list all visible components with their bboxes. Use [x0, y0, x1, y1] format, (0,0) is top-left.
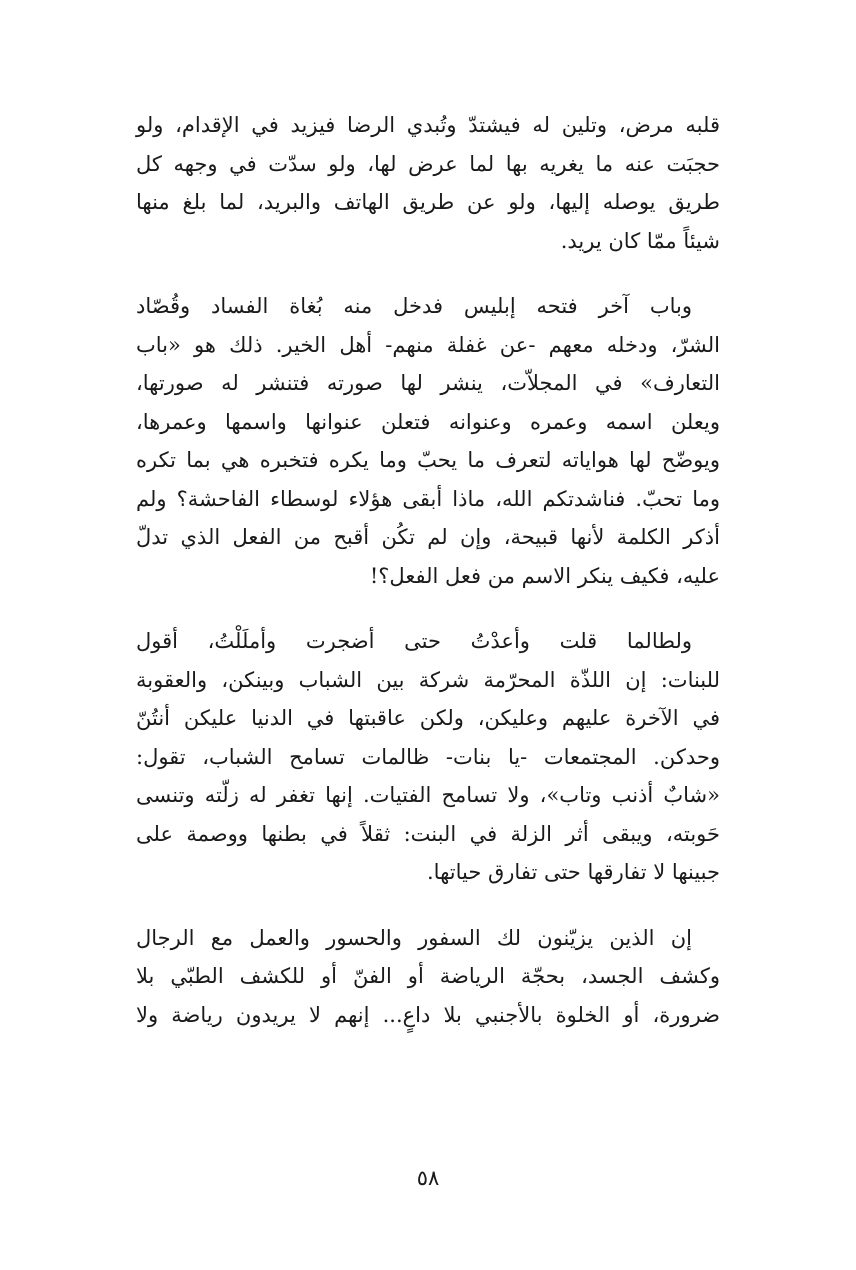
text-line: أذكر الكلمة لأنها قبيحة، وإن لم تكُن أقبح من الفعل الذي تدلّ — [136, 525, 720, 549]
paragraph-1 — [136, 106, 720, 260]
text-line: وباب آخر فتحه إبليس فدخل منه بُغاة الفساد وقُصّاد — [136, 294, 692, 318]
page-body — [136, 106, 720, 1034]
text-line: وما تحبّ. فناشدتكم الله، ماذا أبقى هؤلاء لوسطاء الفاحشة؟ ولم — [136, 486, 720, 511]
paragraph-3 — [136, 622, 720, 892]
text-line: وحدكن. المجتمعات -يا بنات- ظالمات تسامح الشباب، تقول: — [136, 744, 720, 769]
text-line: ولطالما قلت وأعدْتُ حتى أضجرت وأملَلْتُ، أقول — [136, 629, 692, 653]
text-line: للبنات: إن اللذّة المحرّمة شركة بين الشباب وبينكن، والعقوبة — [136, 667, 720, 692]
text-line: طريق يوصله إليها، ولو عن طريق الهاتف والبريد، لما بلغ منها — [136, 190, 720, 214]
text-line: الشرّ، ودخله معهم -عن غفلة منهم- أهل الخير. ذلك هو «باب — [136, 332, 720, 357]
text-line: قلبه مرض، وتلين له فيشتدّ وتُبدي الرضا فيزيد في الإقدام، ولو — [136, 113, 720, 137]
text-line: شيئاً ممّا كان يريد. — [560, 228, 720, 253]
text-line: في الآخرة عليهم وعليكن، ولكن عاقبتها في الدنيا عليكن أنتُنّ — [136, 706, 721, 730]
text-line: التعارف» في المجلاّت، ينشر لها صورته فتنشر له صورتها، — [136, 371, 720, 395]
text-line: جبينها لا تفارقها حتى تفارق حياتها. — [427, 860, 720, 884]
text-line: عليه، فكيف ينكر الاسم من فعل الفعل؟! — [369, 563, 720, 588]
text-line: حَوبته، ويبقى أثر الزلة في البنت: ثقلاً في بطنها ووصمة على — [136, 821, 720, 846]
text-line: ويعلن اسمه وعمره وعنوانه فتعلن عنوانها واسمها وعمرها، — [136, 409, 720, 434]
text-line: ويوضّح لها هواياته لتعرف ما يحبّ وما يكره فتخبره هي بما تكره — [136, 448, 720, 472]
text-line: «شابٌ أذنب وتاب»، ولا تسامح الفتيات. إنها تغفر له زلّته وتنسى — [136, 783, 720, 807]
text-line: إن الذين يزيّنون لك السفور والحسور والعمل مع الرجال — [136, 925, 692, 950]
text-line: ضرورة، أو الخلوة بالأجنبي بلا داعٍ... إنهم لا يريدون رياضة ولا — [136, 1002, 720, 1027]
text-line: وكشف الجسد، بحجّة الرياضة أو الفنّ أو للكشف الطبّي بلا — [136, 964, 720, 988]
page-number: ٥٨ — [416, 1166, 440, 1190]
paragraph-2 — [136, 287, 720, 595]
paragraph-4 — [136, 919, 720, 1035]
text-line: حجبَت عنه ما يغريه بها لما عرض لها، ولو سدّت في وجهه كل — [136, 151, 720, 176]
